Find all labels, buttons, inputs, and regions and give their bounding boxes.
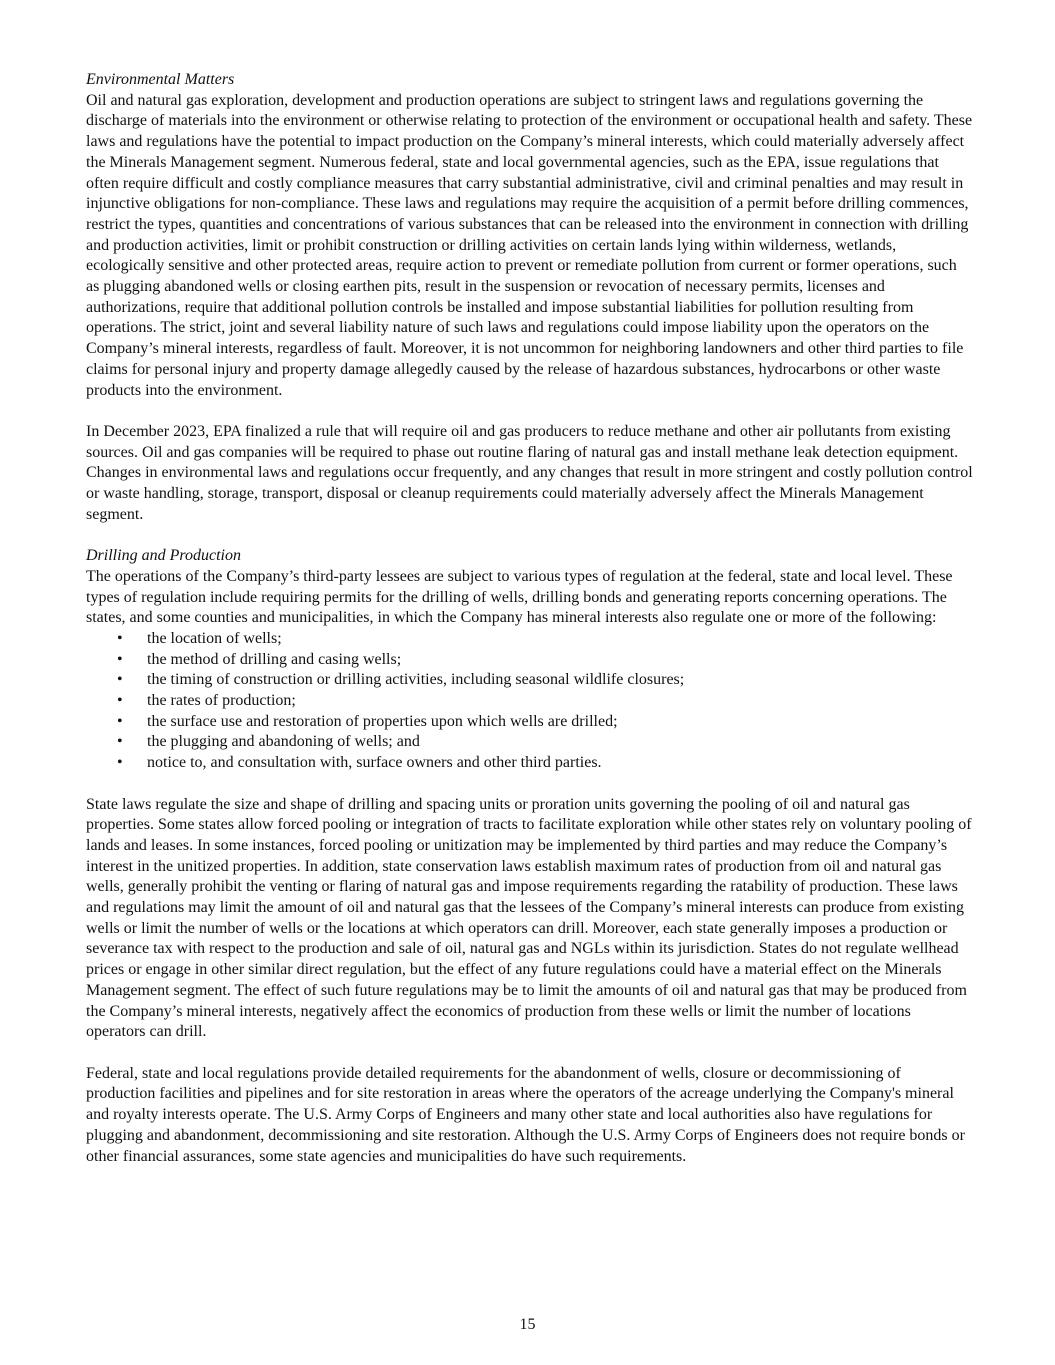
paragraph-spacer — [86, 401, 974, 422]
section-heading-environmental-matters: Environmental Matters — [86, 71, 235, 88]
bullet-icon: • — [117, 754, 123, 772]
list-item-text: the location of wells; — [147, 629, 282, 647]
list-item-text: the surface use and restoration of properties upon which wells are drilled; — [147, 712, 618, 730]
regulation-bullet-list — [86, 629, 974, 774]
bullet-icon: • — [117, 712, 123, 730]
paragraph-spacer — [86, 525, 974, 546]
bullet-icon: • — [117, 671, 123, 689]
bullet-icon: • — [117, 692, 123, 710]
paragraph-epa-methane-rule: In December 2023, EPA finalized a rule that will require oil and gas producers to reduce methane and other air pollutants from existing sources. Oil and gas companies will be required to phase out routine flaring of natural gas and install methane leak detection equipment. Changes in environmental laws and regulations occur frequently, and any changes that result in more stringent and costly pollution control or waste handling, storage, transport, disposal or cleanup requirements could materially adversely affect the Minerals Management segment. — [86, 422, 973, 523]
document-body — [86, 70, 974, 1167]
bullet-icon: • — [117, 650, 123, 668]
list-item-text: the plugging and abandoning of wells; and — [147, 733, 420, 751]
page-number: 15 — [519, 1316, 536, 1333]
paragraph-state-laws: State laws regulate the size and shape of drilling and spacing units or proration units governing the pooling of oil and natural gas properties. Some states allow forced pooling or integration of tracts to facilitate exploration while other states rely on voluntary pooling of lands and leases. In some instances, forced pooling or unitization may be implemented by third parties and may reduce the Company’s interest in the unitized properties. In addition, state conservation laws establish maximum rates of production from oil and natural gas wells, generally prohibit the venting or flaring of natural gas and impose requirements regarding the ratability of production. These laws and regulations may limit the amount of oil and natural gas that the lessees of the Company’s mineral interests can produce from existing wells or limit the number of wells or the locations at which operators can drill. Moreover, each state generally imposes a production or severance tax with respect to the production and sale of oil, natural gas and NGLs within its jurisdiction. States do not regulate wellhead prices or engage in other similar direct regulation, but the effect of any future regulations could have a material effect on the Minerals Management segment. The effect of such future regulations may be to limit the amounts of oil and natural gas that may be produced from the Company’s mineral interests, negatively affect the economics of production from these wells or limit the number of locations operators can drill. — [86, 795, 972, 1041]
list-item — [86, 753, 974, 774]
paragraph-federal-abandonment: Federal, state and local regulations provide detailed requirements for the abandonment of wells, closure or decommissioning of production facilities and pipelines and for site restoration in areas where the operators of the acreage underlying the Company's mineral and royalty interests operate. The U.S. Army Corps of Engineers and many other state and local authorities also have regulations for plugging and abandonment, decommissioning and site restoration. Although the U.S. Army Corps of Engineers does not require bonds or other financial assurances, some state agencies and municipalities do have such requirements. — [86, 1064, 965, 1165]
list-item — [86, 629, 974, 650]
paragraph-spacer — [86, 774, 974, 795]
list-item-text: the rates of production; — [147, 692, 296, 710]
list-item-text: the method of drilling and casing wells; — [147, 650, 402, 668]
list-item — [86, 670, 974, 691]
section-heading-drilling-and-production: Drilling and Production — [86, 547, 241, 565]
bullet-icon: • — [117, 629, 123, 647]
list-item-text: the timing of construction or drilling activities, including seasonal wildlife closures; — [147, 671, 685, 689]
list-item — [86, 691, 974, 712]
paragraph-spacer — [86, 1043, 974, 1064]
list-item-text: notice to, and consultation with, surface owners and other third parties. — [147, 754, 602, 772]
list-item — [86, 712, 974, 733]
paragraph-environmental-overview: Oil and natural gas exploration, development and production operations are subject to stringent laws and regulations governing the discharge of materials into the environment or otherwise relating to protection of the environment or occupational health and safety. These laws and regulations have the potential to impact production on the Company’s mineral interests, which could materially adversely affect the Minerals Management segment. Numerous federal, state and local governmental agencies, such as the EPA, issue regulations that often require difficult and costly compliance measures that carry substantial administrative, civil and criminal penalties and may result in injunctive obligations for non-compliance. These laws and regulations may require the acquisition of a permit before drilling commences, restrict the types, quantities and concentrations of various substances that can be released into the environment in connection with drilling and production activities, limit or prohibit construction or drilling activities on certain lands lying within wilderness, wetlands, ecologically sensitive and other protected areas, require action to prevent or remediate pollution from current or former operations, such as plugging abandoned wells or closing earthen pits, result in the suspension or revocation of necessary permits, licenses and authorizations, require that additional pollution controls be installed and impose substantial liabilities for pollution resulting from operations. The strict, joint and several liability nature of such laws and regulations could impose liability upon the operators on the Company’s mineral interests, regardless of fault. Moreover, it is not uncommon for neighboring landowners and other third parties to file claims for personal injury and property damage allegedly caused by the release of hazardous substances, hydrocarbons or other waste products into the environment. — [86, 91, 973, 399]
paragraph-drilling-intro: The operations of the Company’s third-party lessees are subject to various types of regulation at the federal, state and local level. These types of regulation include requiring permits for the drilling of wells, drilling bonds and generating reports concerning operations. The states, and some counties and municipalities, in which the Company has mineral interests also regulate one or more of the following: — [86, 567, 953, 627]
bullet-icon: • — [117, 733, 123, 751]
list-item — [86, 732, 974, 753]
list-item — [86, 650, 974, 671]
